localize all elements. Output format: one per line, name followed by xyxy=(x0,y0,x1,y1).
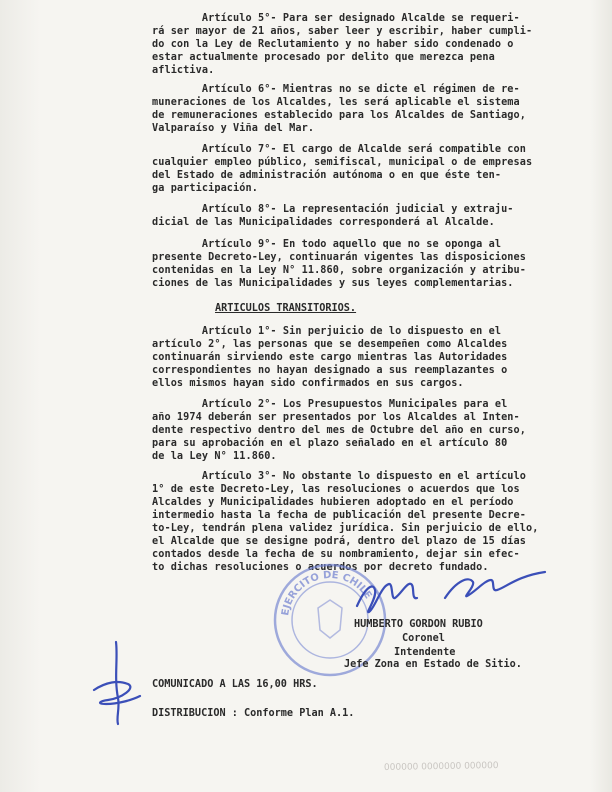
text-line: cualquier empleo público, semifiscal, municipal o de empresas xyxy=(152,157,533,168)
handwritten-signature xyxy=(345,568,550,618)
transitory-article-1-paragraph xyxy=(152,325,598,390)
text-line: Artículo 9°- En todo aquello que no se oponga al xyxy=(152,239,502,250)
text-line: Valparaíso y Viña del Mar. xyxy=(152,123,315,134)
transitory-articles-heading: ARTICULOS TRANSITORIOS. xyxy=(215,303,357,314)
article-8-paragraph xyxy=(152,203,598,229)
text-line: aflictiva. xyxy=(152,65,215,76)
text-line: el Alcalde que se designe podrá, dentro del plazo de 15 días xyxy=(152,536,527,547)
signatory-title: Intendente xyxy=(394,647,456,658)
text-line: rá ser mayor de 21 años, saber leer y escribir, haber cumpli- xyxy=(152,26,533,37)
text-line: to-Ley, tendrán plena validez jurídica. Sin perjuicio de ello, xyxy=(152,523,539,534)
margin-initial-mark xyxy=(88,638,144,726)
article-9-paragraph xyxy=(152,238,598,290)
distribution-line: DISTRIBUCION : Conforme Plan A.1. xyxy=(152,708,355,719)
text-line: ciones de las Municipalidades y sus leyes complementarias. xyxy=(152,278,514,289)
text-line: dicial de las Municipalidades corresponderá al Alcalde. xyxy=(152,217,495,228)
text-line: ga participación. xyxy=(152,183,258,194)
text-line: año 1974 deberán ser presentados por los Alcaldes al Inten- xyxy=(152,412,520,423)
text-line: 1° de este Decreto-Ley, las resoluciones o acuerdos que los xyxy=(152,484,520,495)
transitory-article-3-paragraph xyxy=(152,470,598,574)
text-line: to dichas resoluciones o acuerdos por decreto fundado. xyxy=(152,562,489,573)
text-line: dente respectivo dentro del mes de Octubre del año en curso, xyxy=(152,425,527,436)
transitory-article-2-paragraph xyxy=(152,398,598,463)
text-line: estar actualmente procesado por delito que merezca pena xyxy=(152,52,495,63)
text-line: contenidas en la Ley N° 11.860, sobre organización y atribu- xyxy=(152,265,527,276)
stamp-text: EJERCITO DE CHILE xyxy=(280,569,374,617)
article-7-paragraph xyxy=(152,143,598,195)
text-line: Artículo 6°- Mientras no se dicte el régimen de re- xyxy=(152,84,520,95)
article-5-paragraph xyxy=(152,12,598,77)
text-line: artículo 2°, las personas que se desempeñen como Alcaldes xyxy=(152,339,508,350)
article-6-paragraph xyxy=(152,83,598,135)
text-line: do con la Ley de Reclutamiento y no haber sido condenado o xyxy=(152,39,514,50)
text-line: continuarán sirviendo este cargo mientras las Autoridades xyxy=(152,352,508,363)
archive-number: 000000 0000000 000000 xyxy=(383,761,499,773)
text-line: presente Decreto-Ley, continuarán vigentes las disposiciones xyxy=(152,252,527,263)
text-line: Artículo 1°- Sin perjuicio de lo dispuesto en el xyxy=(152,326,502,337)
text-line: de remuneraciones establecido para los Alcaldes de Santiago, xyxy=(152,110,527,121)
text-line: Artículo 2°- Los Presupuestos Municipales para el xyxy=(152,399,508,410)
text-line: para su aprobación en el plazo señalado en el artículo 80 xyxy=(152,438,508,449)
text-line: ellos mismos hayan sido confirmados en sus cargos. xyxy=(152,378,464,389)
text-line: intermedio hasta la fecha de publicación del presente Decre- xyxy=(152,510,527,521)
text-line: Artículo 5°- Para ser designado Alcalde se requeri- xyxy=(152,13,520,24)
text-line: del Estado de administración autónoma o en que éste ten- xyxy=(152,170,502,181)
text-line: Artículo 3°- No obstante lo dispuesto en el artículo xyxy=(152,471,527,482)
text-line: Artículo 7°- El cargo de Alcalde será compatible con xyxy=(152,144,527,155)
signatory-rank: Coronel xyxy=(402,633,445,644)
communicated-line: COMUNICADO A LAS 16,00 HRS. xyxy=(152,679,318,690)
text-line: muneraciones de los Alcaldes, les será aplicable el sistema xyxy=(152,97,520,108)
text-line: Alcaldes y Municipalidades hubieren adoptado en el período xyxy=(152,497,514,508)
text-line: contados desde la fecha de su nombramiento, dejar sin efec- xyxy=(152,549,520,560)
signatory-name: HUMBERTO GORDON RUBIO xyxy=(354,619,483,630)
text-line: Artículo 8°- La representación judicial y extraju- xyxy=(152,204,514,215)
signatory-role: Jefe Zona en Estado de Sitio. xyxy=(344,659,522,670)
text-line: de la Ley N° 11.860. xyxy=(152,451,277,462)
text-line: correspondientes no hayan designado a sus reemplazantes o xyxy=(152,365,508,376)
